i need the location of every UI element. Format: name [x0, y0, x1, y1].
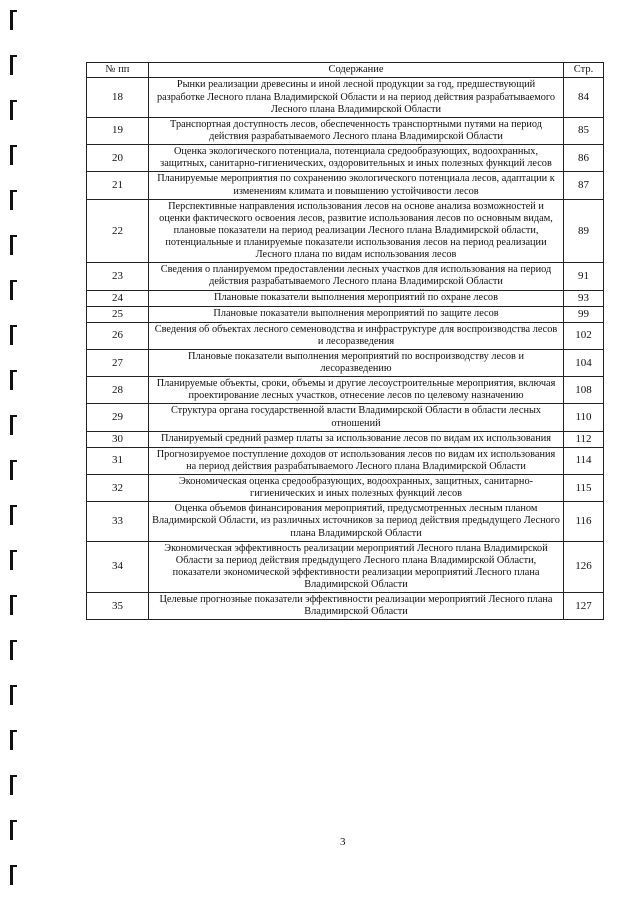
table-row	[87, 349, 604, 376]
table-row	[87, 117, 604, 144]
row-content: Экономическая оценка средообразующих, водоохранных, защитных, санитарно-гигиенических и иных полезных функций лесов	[149, 474, 564, 501]
binding-mark	[10, 820, 17, 840]
binding-mark	[10, 460, 17, 480]
row-number: 24	[87, 290, 149, 306]
row-number: 33	[87, 502, 149, 541]
binding-mark	[10, 550, 17, 570]
binding-mark	[10, 190, 17, 210]
row-page: 104	[564, 349, 604, 376]
row-number: 28	[87, 377, 149, 404]
row-number: 34	[87, 541, 149, 593]
row-page: 110	[564, 404, 604, 431]
binding-mark	[10, 55, 17, 75]
binding-mark	[10, 775, 17, 795]
row-number: 31	[87, 447, 149, 474]
row-number: 20	[87, 145, 149, 172]
row-number: 23	[87, 263, 149, 290]
row-page: 99	[564, 306, 604, 322]
table-row	[87, 447, 604, 474]
row-page: 87	[564, 172, 604, 199]
row-content: Транспортная доступность лесов, обеспеченность транспортными путями на период действия разрабатываемого Лесного плана Владимирской Области	[149, 117, 564, 144]
row-number: 19	[87, 117, 149, 144]
row-content: Экономическая эффективность реализации мероприятий Лесного плана Владимирской Области за период действия предыдущего Лесного плана Владимирской Области, показатели экономической эффективности реализации мероприятий Лесного плана Владимирской Области	[149, 541, 564, 593]
table-row	[87, 172, 604, 199]
page-number: 3	[340, 836, 346, 848]
binding-mark	[10, 505, 17, 525]
binding-mark	[10, 415, 17, 435]
row-content: Планируемые мероприятия по сохранению экологического потенциала лесов, адаптации к изменениям климата и повышению устойчивости лесов	[149, 172, 564, 199]
row-page: 126	[564, 541, 604, 593]
row-number: 18	[87, 78, 149, 117]
row-content: Планируемые объекты, сроки, объемы и другие лесоустроительные мероприятия, включая проектирование лесных участков, отнесение лесов по целевому назначению	[149, 377, 564, 404]
row-number: 32	[87, 474, 149, 501]
row-number: 25	[87, 306, 149, 322]
row-page: 102	[564, 322, 604, 349]
row-number: 29	[87, 404, 149, 431]
row-number: 22	[87, 199, 149, 263]
row-content: Плановые показатели выполнения мероприятий по защите лесов	[149, 306, 564, 322]
binding-mark	[10, 640, 17, 660]
table-row	[87, 431, 604, 447]
row-content: Перспективные направления использования лесов на основе анализа возможностей и оценки фактического освоения лесов, развитие использования лесов по основным видам, плановые показатели на период реализации Лесного плана Владимирской области, потенциальные и планируемые показатели использования лесов на период реализации Лесного плана по видам использования лесов	[149, 199, 564, 263]
row-content: Сведения о планируемом предоставлении лесных участков для использования на период действия разрабатываемого Лесного плана Владимирской Области	[149, 263, 564, 290]
table-row	[87, 502, 604, 541]
row-number: 35	[87, 593, 149, 620]
header-content: Содержание	[149, 63, 564, 78]
table-row	[87, 263, 604, 290]
binding-mark	[10, 370, 17, 390]
table-row	[87, 474, 604, 501]
row-page: 85	[564, 117, 604, 144]
row-page: 93	[564, 290, 604, 306]
row-content: Плановые показатели выполнения мероприятий по воспроизводству лесов и лесоразведению	[149, 349, 564, 376]
table-row	[87, 306, 604, 322]
binding-mark	[10, 280, 17, 300]
binding-mark	[10, 325, 17, 345]
table-row	[87, 404, 604, 431]
table-row	[87, 199, 604, 263]
row-page: 115	[564, 474, 604, 501]
row-page: 91	[564, 263, 604, 290]
binding-mark	[10, 730, 17, 750]
binding-mark	[10, 595, 17, 615]
table-row	[87, 78, 604, 117]
binding-mark	[10, 865, 17, 885]
binding-mark	[10, 10, 17, 30]
row-page: 84	[564, 78, 604, 117]
row-page: 108	[564, 377, 604, 404]
binding-mark	[10, 100, 17, 120]
table-row	[87, 145, 604, 172]
row-content: Сведения об объектах лесного семеноводства и инфраструктуре для воспроизводства лесов и лесоразведения	[149, 322, 564, 349]
row-page: 112	[564, 431, 604, 447]
table-row	[87, 290, 604, 306]
row-page: 116	[564, 502, 604, 541]
table-header-row	[87, 63, 604, 78]
row-content: Рынки реализации древесины и иной лесной продукции за год, предшествующий разработке Лесного плана Владимирской Области и на период действия разрабатываемого Лесного плана Владимирской Области	[149, 78, 564, 117]
row-content: Плановые показатели выполнения мероприятий по охране лесов	[149, 290, 564, 306]
row-content: Планируемый средний размер платы за использование лесов по видам их использования	[149, 431, 564, 447]
binding-mark	[10, 235, 17, 255]
table-row	[87, 377, 604, 404]
row-number: 27	[87, 349, 149, 376]
table-row	[87, 322, 604, 349]
row-content: Оценка объемов финансирования мероприятий, предусмотренных лесным планом Владимирской Области, из различных источников за период действия предыдущего Лесного плана Владимирской Области	[149, 502, 564, 541]
binding-mark	[10, 145, 17, 165]
row-content: Оценка экологического потенциала, потенциала средообразующих, водоохранных, защитных, санитарно-гигиенических, оздоровительных и иных полезных функций лесов	[149, 145, 564, 172]
row-page: 127	[564, 593, 604, 620]
row-content: Целевые прогнозные показатели эффективности реализации мероприятий Лесного плана Владимирской Области	[149, 593, 564, 620]
header-page: Стр.	[564, 63, 604, 78]
row-page: 86	[564, 145, 604, 172]
row-content: Прогнозируемое поступление доходов от использования лесов по видам их использования на период действия разрабатываемого Лесного плана Владимирской Области	[149, 447, 564, 474]
row-page: 114	[564, 447, 604, 474]
table-body	[87, 78, 604, 620]
binding-mark	[10, 685, 17, 705]
binding-marks	[6, 0, 22, 905]
table-row	[87, 541, 604, 593]
table-row	[87, 593, 604, 620]
row-number: 26	[87, 322, 149, 349]
row-page: 89	[564, 199, 604, 263]
row-number: 30	[87, 431, 149, 447]
header-number: № пп	[87, 63, 149, 78]
row-number: 21	[87, 172, 149, 199]
contents-table	[86, 62, 604, 620]
row-content: Структура органа государственной власти Владимирской Области в области лесных отношений	[149, 404, 564, 431]
